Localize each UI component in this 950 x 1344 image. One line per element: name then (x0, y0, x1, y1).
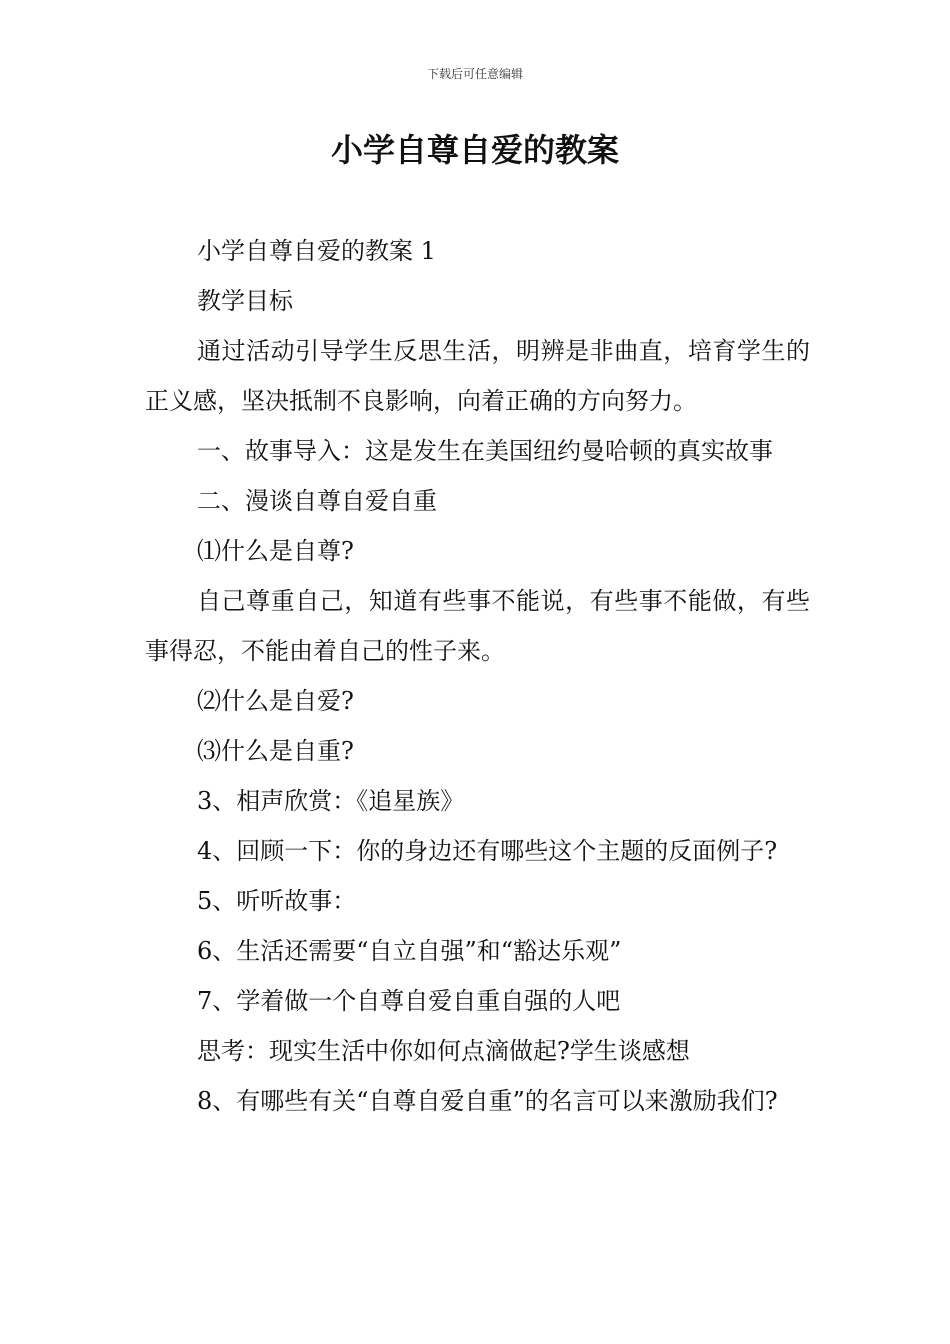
question-self-love: ⑵什么是自爱? (197, 687, 354, 715)
section-discussion: 二、漫谈自尊自爱自重 (197, 487, 437, 515)
question-self-esteem: ⑶什么是自重? (197, 737, 354, 765)
item-quotes: 8、有哪些有关“自尊自爱自重”的名言可以来激励我们? (197, 1087, 778, 1115)
thinking-prompt: 思考：现实生活中你如何点滴做起?学生谈感想 (197, 1037, 690, 1065)
answer-self-respect: 自己尊重自己，知道有些事不能说，有些事不能做，有些事得忍，不能由着自己的性子来。 (145, 587, 810, 665)
item-life-needs: 6、生活还需要“自立自强”和“豁达乐观” (197, 937, 622, 965)
item-listen-story: 5、听听故事： (197, 887, 357, 915)
item-learn-to-be: 7、学着做一个自尊自爱自重自强的人吧 (197, 987, 621, 1015)
teaching-goal-text: 通过活动引导学生反思生活，明辨是非曲直，培育学生的正义感，坚决抵制不良影响，向着正确的方向努力。 (145, 337, 810, 415)
section-story-intro: 一、故事导入：这是发生在美国纽约曼哈顿的真实故事 (197, 437, 773, 465)
question-self-respect: ⑴什么是自尊? (197, 537, 354, 565)
item-review: 4、回顾一下：你的身边还有哪些这个主题的反面例子? (197, 837, 778, 865)
item-crosstalk: 3、相声欣赏：《追星族》 (197, 787, 465, 815)
document-title: 小学自尊自爱的教案 (330, 131, 619, 169)
lesson-plan-heading: 小学自尊自爱的教案 1 (197, 237, 436, 265)
page-header-note: 下载后可任意编辑 (426, 67, 523, 81)
teaching-goal-heading: 教学目标 (197, 287, 293, 315)
document-body (145, 226, 810, 1126)
